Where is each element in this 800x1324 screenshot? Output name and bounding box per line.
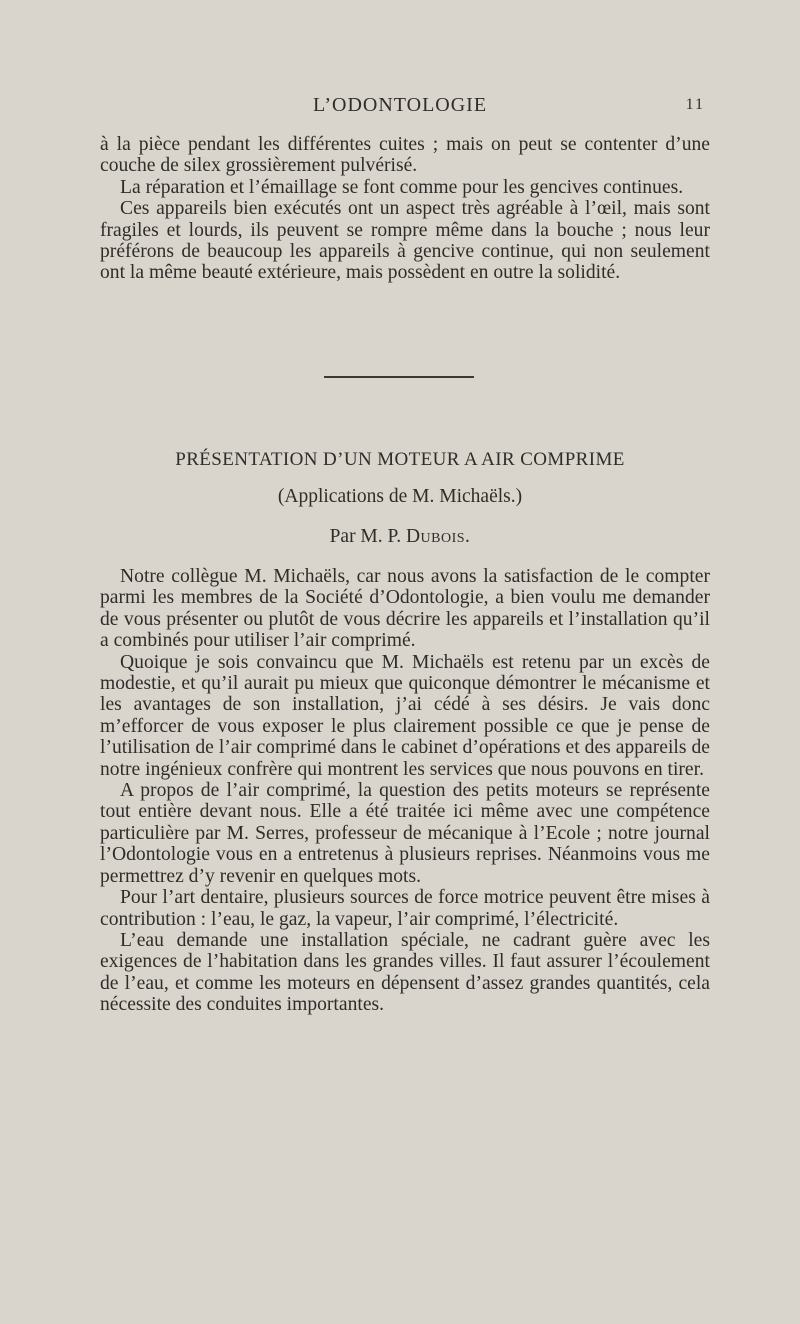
running-title: L’ODONTOLOGIE <box>312 94 488 116</box>
paragraph: A propos de l’air comprimé, la question des petits moteurs se représente tout entière devant nous. Elle a été traitée ici même avec une compétence particulière par M. Serres, professeur de mécanique à l’Ecole ; notre journal l’Odontologie vous en a entretenus à plusieurs reprises. Néanmoins vous me permettrez d’y revenir en quelques mots. <box>100 780 710 887</box>
paragraph: L’eau demande une installation spéciale, ne cadrant guère avec les exigences de l’habitation dans les grandes villes. Il faut assurer l’écoulement de l’eau, et comme les moteurs en dépensent d’assez grandes quantités, cela nécessite des conduites importantes. <box>100 929 710 1016</box>
byline <box>0 526 800 548</box>
article-title: PRÉSENTATION D’UN MOTEUR A AIR COMPRIME <box>175 449 625 470</box>
paragraph: Notre collègue M. Michaëls, car nous avons la satisfaction de le compter parmi les membres de la Société d’Odontologie, a bien voulu me demander de vous présenter ou plutôt de vous décrire les appareils et l’installation qu’il a combinés pour utiliser l’air comprimé. <box>100 566 710 652</box>
paragraph: Quoique je sois convaincu que M. Michaëls est retenu par un excès de modestie, et qu’il aurait pu mieux que quiconque démontrer le mécanisme et les avantages de son installation, j’ai cédé à ses désirs. Je vais donc m’efforcer de vous exposer le plus clairement possible ce que je pense de l’utilisation de l’air comprimé dans le cabinet d’opérations et des appareils de notre ingénieux confrère qui montrent les services que nous pouvons en tirer. <box>100 651 710 780</box>
paragraph: à la pièce pendant les différentes cuites ; mais on peut se contenter d’une couche de silex grossièrement pulvérisé. <box>100 134 710 177</box>
byline-prefix: Par M. P. <box>329 526 406 547</box>
paragraph: La réparation et l’émaillage se font comme pour les gencives continues. <box>120 176 684 198</box>
article-subtitle: (Applications de M. Michaëls.) <box>277 486 523 507</box>
page-number: 11 <box>685 96 705 113</box>
section-divider <box>324 376 474 378</box>
paragraph: Pour l’art dentaire, plusieurs sources de force motrice peuvent être mises à contribution : l’eau, le gaz, la vapeur, l’air comprimé, l’électricité. <box>100 887 710 930</box>
article-body <box>100 566 710 1016</box>
byline-author: Dubois. <box>405 526 471 547</box>
running-head <box>0 94 800 118</box>
paragraph: Ces appareils bien exécutés ont un aspect très agréable à l’œil, mais sont fragiles et lourds, ils peuvent se rompre même dans la bouche ; nous leur préférons de beaucoup les appareils à gencive continue, qui non seulement ont la même beauté extérieure, mais possèdent en outre la solidité. <box>100 198 710 284</box>
continued-text-block <box>100 134 710 284</box>
